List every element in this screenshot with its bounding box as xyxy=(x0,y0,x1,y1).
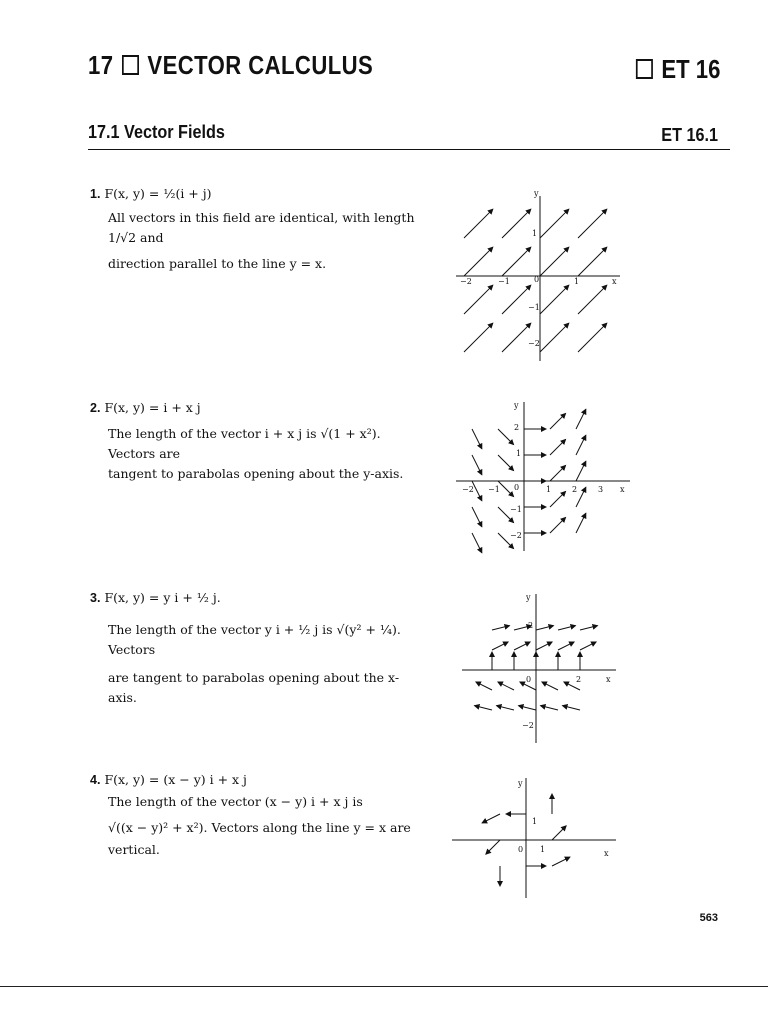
problem-text-line: vertical. xyxy=(108,842,160,857)
vector-arrow xyxy=(464,247,493,276)
axis-label-y: y xyxy=(526,593,531,602)
problem-field: F(x, y) = (x − y) i + x j xyxy=(104,772,247,787)
tick-label: −1 xyxy=(510,505,522,514)
vector-arrow xyxy=(486,840,500,854)
problem-text-line: The length of the vector (x − y) i + x j is xyxy=(108,794,363,809)
vector-arrow xyxy=(576,409,586,429)
problem-number: 1. xyxy=(90,187,101,201)
vector-arrow xyxy=(502,209,531,238)
tick-label: 0 xyxy=(514,483,520,492)
vector-field-plot-1 xyxy=(450,186,630,366)
vector-arrow xyxy=(550,439,566,455)
vector-arrow xyxy=(476,682,492,690)
vector-arrow xyxy=(540,247,569,276)
vector-arrow xyxy=(498,481,514,497)
vector-arrow xyxy=(519,706,536,710)
problem-field: F(x, y) = i + x j xyxy=(104,400,201,415)
problem-2 xyxy=(90,398,420,484)
vector-arrow xyxy=(472,507,482,527)
axis-label-y: y xyxy=(514,401,519,410)
tick-label: 1 xyxy=(540,845,546,854)
vector-arrow xyxy=(502,285,531,314)
tick-label: 1 xyxy=(546,485,552,494)
vector-arrow xyxy=(540,209,569,238)
problem-text-line: All vectors in this field are identical, with length 1/√2 and xyxy=(108,210,415,245)
vector-field-plot-3 xyxy=(456,588,626,748)
tick-label: 0 xyxy=(534,275,540,284)
square-icon xyxy=(122,55,139,75)
vector-arrow xyxy=(472,429,482,449)
vector-arrow xyxy=(497,706,514,710)
vector-arrow xyxy=(464,209,493,238)
tick-label: 3 xyxy=(598,485,604,494)
axis-label-y: y xyxy=(534,189,539,198)
axis-label-x: x xyxy=(620,485,625,494)
problem-field: F(x, y) = ½(i + j) xyxy=(104,186,212,201)
vector-arrow xyxy=(542,682,558,690)
problem-text-line: are tangent to parabolas opening about the x-axis. xyxy=(108,670,400,705)
chapter-heading xyxy=(88,50,373,81)
vector-arrow xyxy=(550,413,566,429)
et-chapter-ref xyxy=(636,54,720,85)
section-title: 17.1 Vector Fields xyxy=(88,122,225,142)
vector-arrow xyxy=(576,513,586,533)
axis-label-y: y xyxy=(518,779,523,788)
section-et-ref: ET 16.1 xyxy=(661,125,718,145)
vector-arrow xyxy=(464,323,493,352)
tick-label: −2 xyxy=(510,531,522,540)
page-number: 563 xyxy=(699,912,718,924)
vector-arrow xyxy=(498,682,514,690)
vector-arrow xyxy=(578,209,607,238)
tick-label: −1 xyxy=(488,485,500,494)
vector-arrow xyxy=(578,285,607,314)
vector-arrow xyxy=(558,642,574,650)
vector-field-plot-2 xyxy=(450,396,640,556)
vector-arrow xyxy=(502,323,531,352)
chapter-title: VECTOR CALCULUS xyxy=(147,50,374,80)
tick-label: −2 xyxy=(462,485,474,494)
section-divider xyxy=(88,149,730,150)
vector-arrow xyxy=(552,826,566,840)
vector-arrow xyxy=(472,455,482,475)
tick-label: 0 xyxy=(526,675,532,684)
vector-arrow xyxy=(580,642,596,650)
vector-arrow xyxy=(578,323,607,352)
problem-number: 3. xyxy=(90,591,101,605)
chapter-number: 17 xyxy=(88,50,114,80)
tick-label: 0 xyxy=(518,845,524,854)
vector-arrow xyxy=(536,626,553,630)
problem-4 xyxy=(90,770,420,860)
et-chapter-label: ET 16 xyxy=(661,54,720,84)
vector-arrow xyxy=(563,706,580,710)
problem-field: F(x, y) = y i + ½ j. xyxy=(104,590,221,605)
problem-text-line: direction parallel to the line y = x. xyxy=(108,256,327,271)
vector-arrow xyxy=(536,642,552,650)
vector-arrow xyxy=(578,247,607,276)
vector-arrow xyxy=(580,626,597,630)
vector-arrow xyxy=(540,285,569,314)
problem-text-line: The length of the vector i + x j is √(1 + x²). Vectors are xyxy=(108,426,381,461)
page-bottom-rule xyxy=(0,986,768,987)
tick-label: 2 xyxy=(514,423,520,432)
vector-arrow xyxy=(472,533,482,553)
problem-1 xyxy=(90,184,420,274)
problem-number: 4. xyxy=(90,773,101,787)
vector-arrow xyxy=(482,814,500,823)
tick-label: 1 xyxy=(532,229,538,238)
problem-text-line: tangent to parabolas opening about the y-axis. xyxy=(108,466,404,481)
vector-arrow xyxy=(550,517,566,533)
tick-label: −1 xyxy=(498,277,510,286)
vector-arrow xyxy=(492,626,509,630)
tick-label: 1 xyxy=(574,277,580,286)
tick-label: −2 xyxy=(460,277,472,286)
vector-arrow xyxy=(541,706,558,710)
problem-text-line: The length of the vector y i + ½ j is √(y² + ¼). Vectors xyxy=(108,622,401,657)
vector-arrow xyxy=(576,435,586,455)
vector-arrow xyxy=(550,491,566,507)
problem-number: 2. xyxy=(90,401,101,415)
vector-arrow xyxy=(492,642,508,650)
vector-arrow xyxy=(498,429,514,445)
tick-label: 1 xyxy=(516,449,522,458)
axis-label-x: x xyxy=(612,277,617,286)
tick-label: 2 xyxy=(528,621,534,630)
tick-label: −1 xyxy=(528,303,540,312)
vector-arrow xyxy=(550,465,566,481)
tick-label: 2 xyxy=(576,675,582,684)
vector-arrow xyxy=(576,461,586,481)
vector-arrow xyxy=(558,626,575,630)
tick-label: −2 xyxy=(528,339,540,348)
vector-arrow xyxy=(552,857,570,866)
axis-label-x: x xyxy=(604,849,609,858)
vector-arrow xyxy=(475,706,492,710)
square-icon xyxy=(636,59,653,79)
vector-arrow xyxy=(540,323,569,352)
axis-label-x: x xyxy=(606,675,611,684)
problem-3 xyxy=(90,588,420,708)
tick-label: 2 xyxy=(572,485,578,494)
tick-label: −2 xyxy=(522,721,534,730)
vector-arrow xyxy=(498,455,514,471)
vector-arrow xyxy=(464,285,493,314)
vector-arrow xyxy=(514,642,530,650)
vector-arrow xyxy=(576,487,586,507)
vector-field-plot-4 xyxy=(446,772,626,902)
problem-text-line: √((x − y)² + x²). Vectors along the line y = x are xyxy=(108,820,411,835)
tick-label: 1 xyxy=(532,817,538,826)
vector-arrow xyxy=(502,247,531,276)
